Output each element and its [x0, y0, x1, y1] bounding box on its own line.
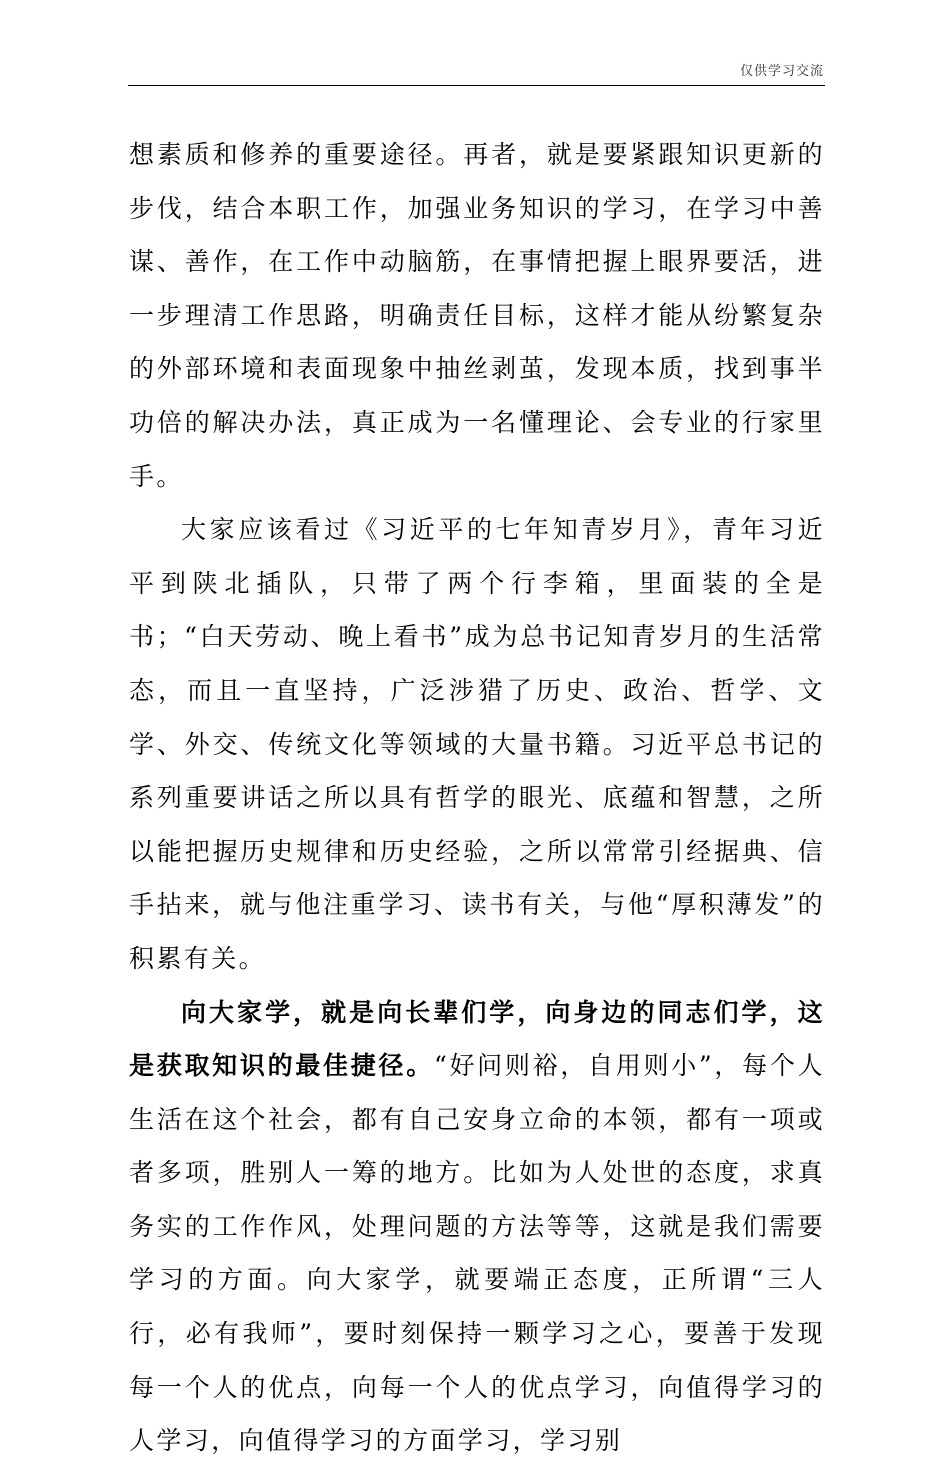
paragraph-3 — [129, 986, 825, 1468]
header-rule — [128, 85, 825, 86]
body-text — [129, 128, 825, 1468]
paragraph-2: 大家应该看过《习近平的七年知青岁月》，青年习近平到陕北插队，只带了两个行李箱，里面装的全是书；“白天劳动、晚上看书”成为总书记知青岁月的生活常态，而且一直坚持，广泛涉猎了历史、政治、哲学、文学、外交、传统文化等领域的大量书籍。习近平总书记的系列重要讲话之所以具有哲学的眼光、底蕴和智慧，之所以能把握历史规律和历史经验，之所以常常引经据典、信手拈来，就与他注重学习、读书有关，与他“厚积薄发”的积累有关。 — [129, 515, 825, 973]
paragraph-3-lead: 向大家学，就是向长辈们学，向身边的同志们学，这是获取知识的最佳捷径。 — [129, 997, 825, 1081]
paragraph-3-body: “好问则裕，自用则小”，每个人生活在这个社会，都有自己安身立命的本领，都有一项或者多项，胜别人一筹的地方。比如为人处世的态度，求真务实的工作作风，处理问题的方法等等，这就是我们需要学习的方面。向大家学，就要端正态度，正所谓“三人行，必有我师”，要时刻保持一颗学习之心，要善于发现每一个人的优点，向每一个人的优点学习，向值得学习的人学习，向值得学习的方面学习，学习别 — [129, 1051, 825, 1456]
paragraph-1: 想素质和修养的重要途径。再者，就是要紧跟知识更新的步伐，结合本职工作，加强业务知识的学习，在学习中善谋、善作，在工作中动脑筋，在事情把握上眼界要活，进一步理清工作思路，明确责任目标，这样才能从纷繁复杂的外部环境和表面现象中抽丝剥茧，发现本质，找到事半功倍的解决办法，真正成为一名懂理论、会专业的行家里手。 — [129, 140, 825, 491]
header-note: 仅供学习交流 — [739, 64, 824, 79]
